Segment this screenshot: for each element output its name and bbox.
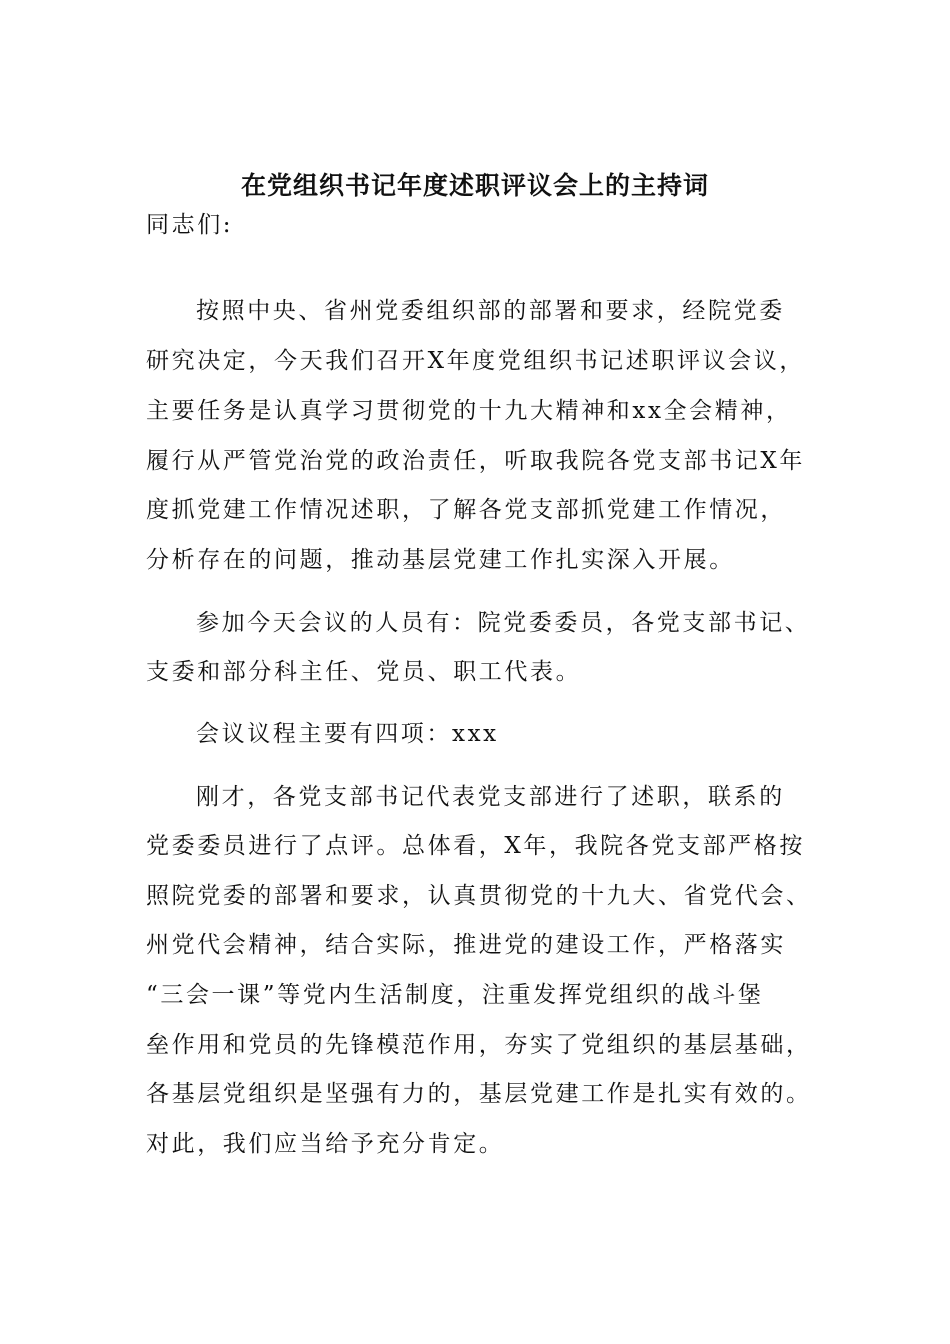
paragraph-4-line-2: 党委委员进行了点评。总体看，X年，我院各党支部严格按 [146,833,805,859]
paragraph-2-line-2: 支委和部分科主任、党员、职工代表。 [146,659,582,685]
paragraph-4-line-5: “三会一课”等党内生活制度，注重发挥党组织的战斗堡 [146,982,764,1008]
paragraph-4-line-4: 州党代会精神，结合实际，推进党的建设工作，严格落实 [146,932,786,958]
paragraph-3-line-1: 会议议程主要有四项：xxx [196,721,499,747]
paragraph-4-line-7: 各基层党组织是坚强有力的，基层党建工作是扎实有效的。 [146,1081,812,1107]
salutation: 同志们: [146,212,234,238]
paragraph-1-line-5: 度抓党建工作情况述职，了解各党支部抓党建工作情况， [146,497,786,523]
paragraph-1-line-2: 研究决定，今天我们召开X年度党组织书记述职评议会议， [146,348,805,374]
paragraph-1-line-6: 分析存在的问题，推动基层党建工作扎实深入开展。 [146,547,735,573]
paragraph-4-line-1: 刚才，各党支部书记代表党支部进行了述职，联系的 [196,784,785,810]
paragraph-1-line-4: 履行从严管党治党的政治责任，听取我院各党支部书记X年 [146,448,805,474]
paragraph-4-line-6: 垒作用和党员的先锋模范作用，夯实了党组织的基层基础， [146,1032,812,1058]
paragraph-1-line-3: 主要任务是认真学习贯彻党的十九大精神和xx全会精神， [146,398,792,424]
document-title: 在党组织书记年度述职评议会上的主持词 [240,171,709,200]
paragraph-4-line-3: 照院党委的部署和要求，认真贯彻党的十九大、省党代会、 [146,883,812,909]
paragraph-2-line-1: 参加今天会议的人员有：院党委委员，各党支部书记、 [196,610,811,636]
paragraph-1-line-1: 按照中央、省州党委组织部的部署和要求，经院党委 [196,298,785,324]
paragraph-4-line-8: 对此，我们应当给予充分肯定。 [146,1131,505,1157]
